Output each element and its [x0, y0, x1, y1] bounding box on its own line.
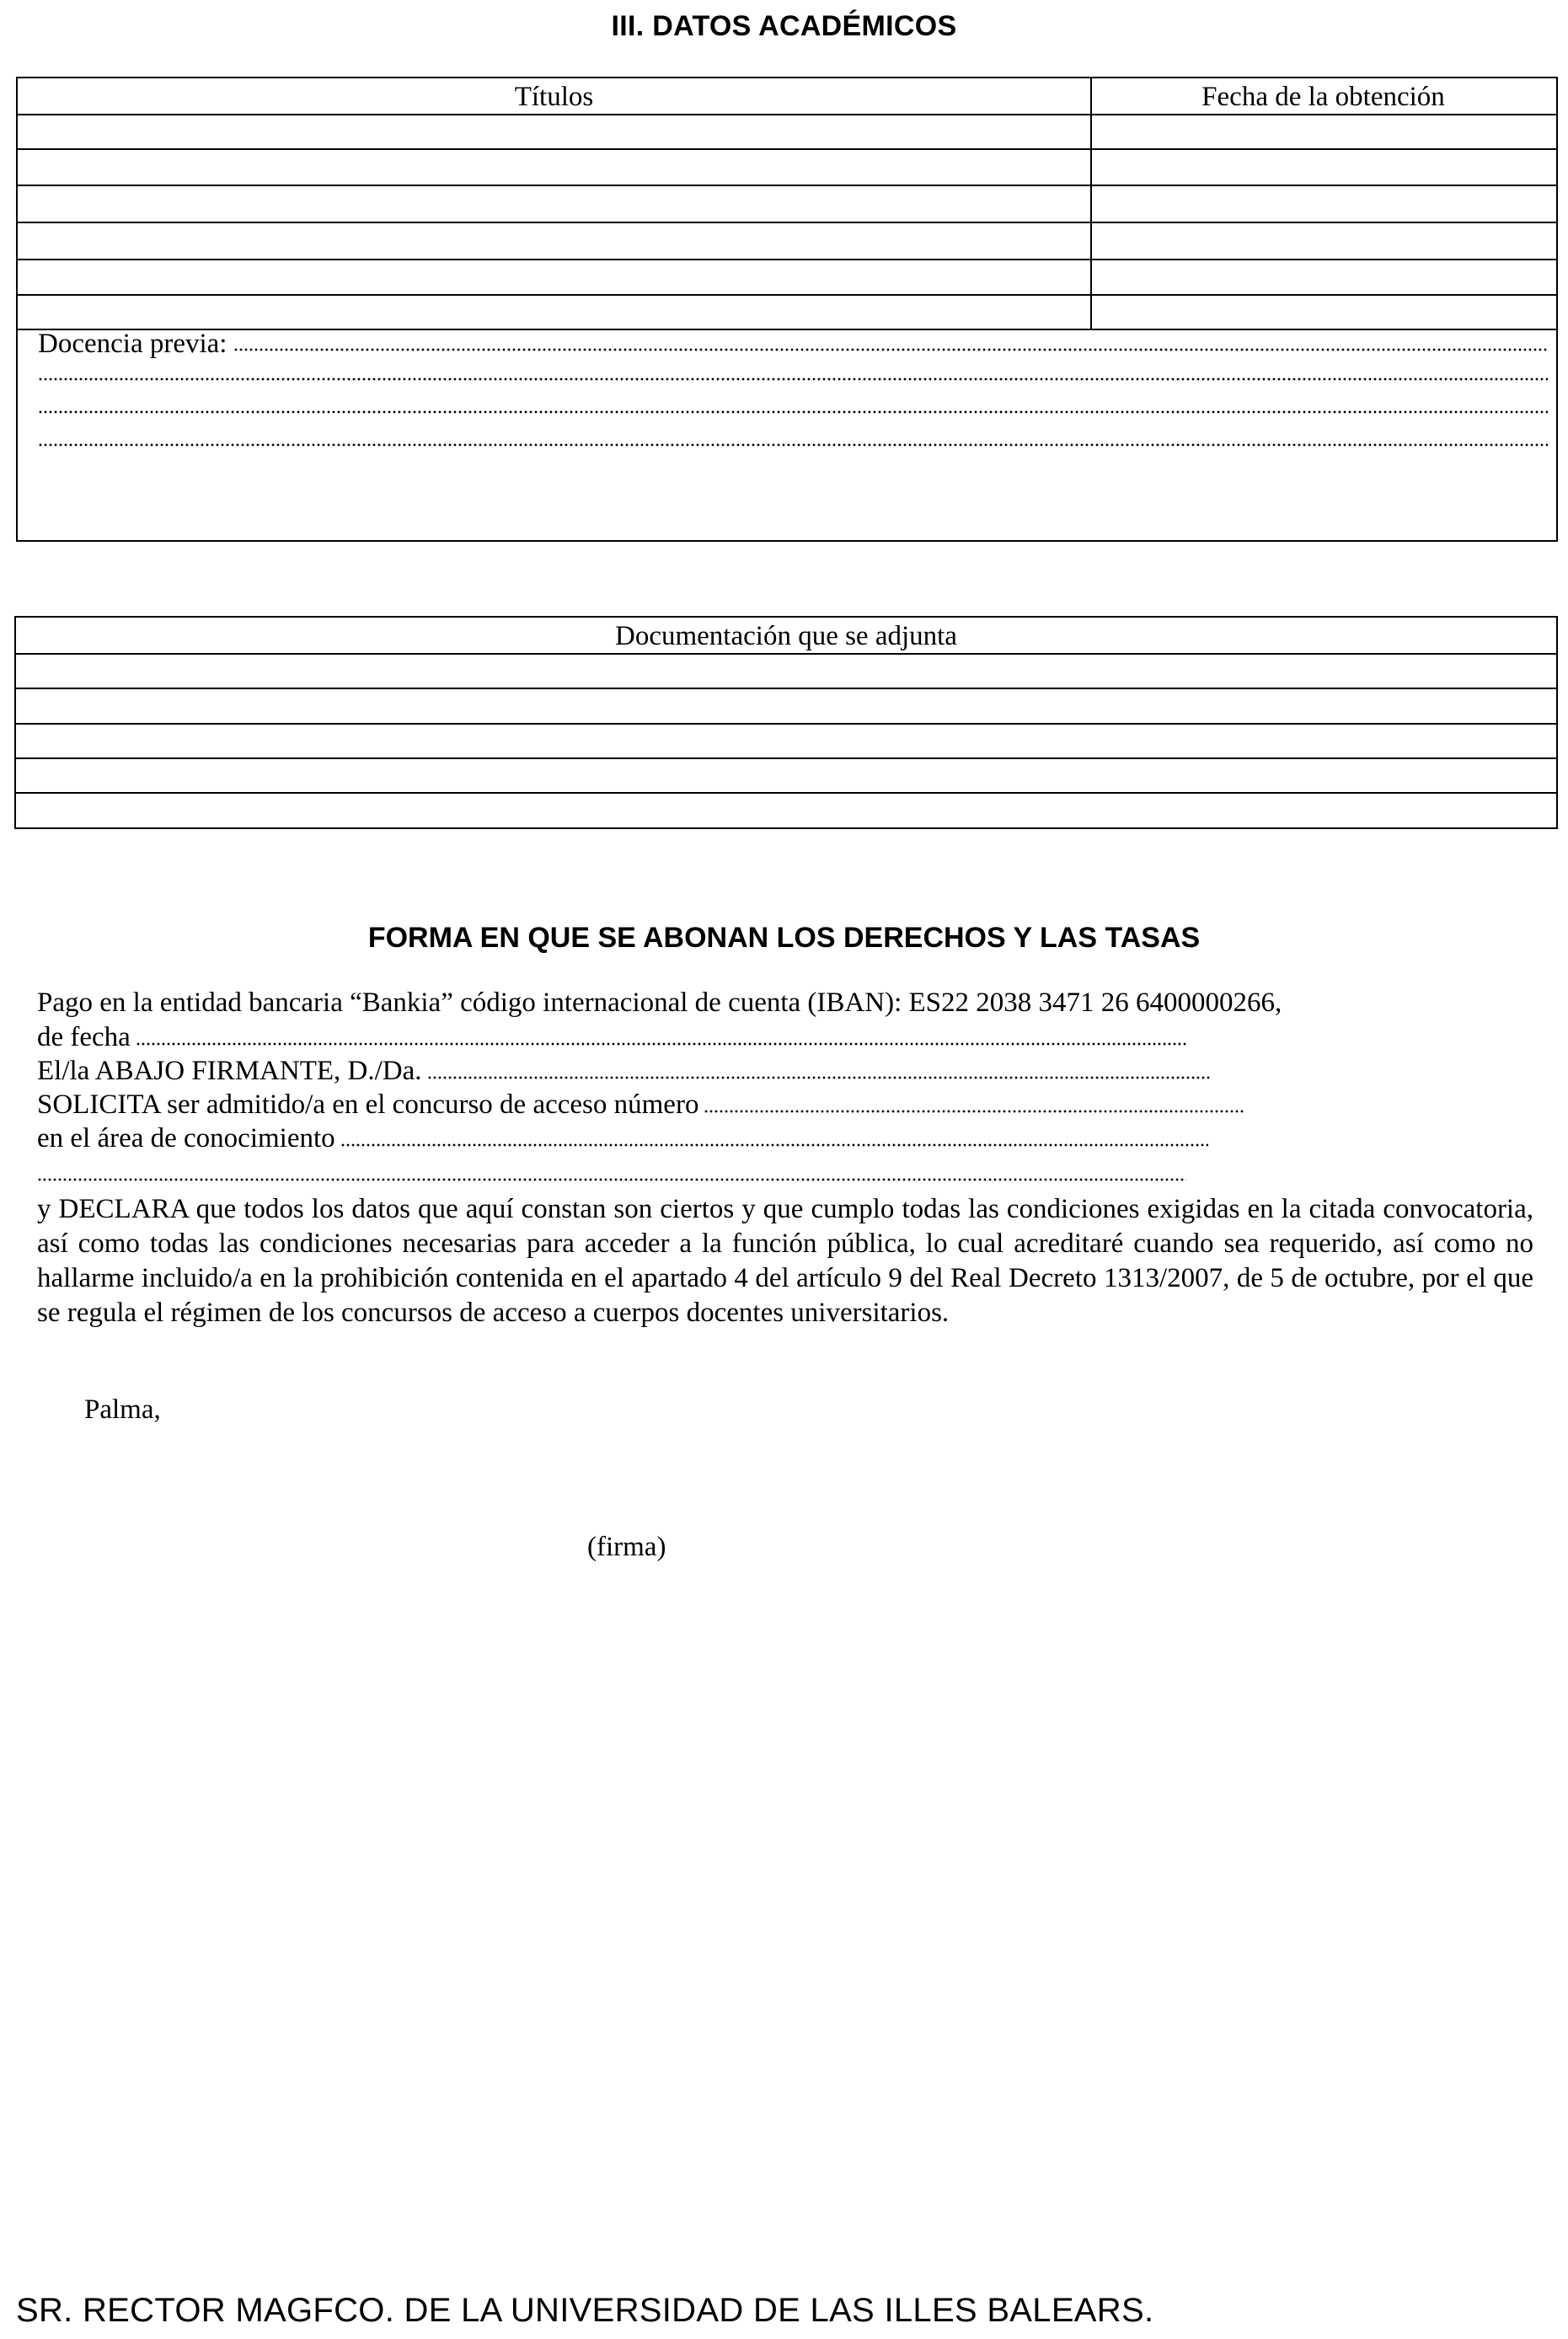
signer-field[interactable] [37, 1054, 1210, 1088]
documents-table [14, 616, 1558, 829]
signer-label: El/la ABAJO FIRMANTE, D./Da. [37, 1056, 422, 1086]
table-row-divider [16, 723, 1556, 725]
docencia-continuation-line[interactable] [38, 424, 1548, 454]
docencia-previa-label: Docencia previa: [38, 329, 227, 359]
table-row-divider [16, 792, 1556, 794]
section-title: III. DATOS ACADÉMICOS [611, 10, 957, 42]
dotted-fill [233, 347, 1548, 352]
dotted-fill [704, 1109, 1245, 1114]
column-header-titles: Títulos [514, 82, 594, 112]
dotted-fill [136, 1041, 1188, 1046]
table-row-divider [16, 653, 1556, 655]
column-header-documents: Documentación que se adjunta [615, 621, 957, 651]
table-row-divider [16, 688, 1556, 689]
request-label: SOLICITA ser admitido/a en el concurso de acceso número [37, 1089, 699, 1120]
signature-label: (firma) [587, 1532, 666, 1562]
table-row-divider [18, 114, 1556, 115]
table-row-divider [18, 222, 1556, 223]
place-label: Palma, [84, 1394, 161, 1425]
table-row-divider [16, 757, 1556, 759]
dotted-fill [38, 442, 1548, 447]
addressee: SR. RECTOR MAGFCO. DE LA UNIVERSIDAD DE LAS ILLES BALEARS. [16, 2292, 1154, 2329]
dotted-fill [38, 409, 1548, 415]
date-field[interactable] [37, 1020, 1188, 1054]
declaration-paragraph: y DECLARA que todos los datos que aquí constan son ciertos y que cumplo todas las condiciones exigidas en la citada convocatoria, así como todas las condiciones necesarias para acceder a la función pública, lo cual acreditaré cuando sea requerido, así como no hallarme incluido/a en la prohibición contenida en el apartado 4 del artículo 9 del Real Decreto 1313/2007, de 5 de octubre, por el que se regula el régimen de los concursos de acceso a cuerpos docentes universitarios. [37, 1194, 1533, 1328]
column-header-date: Fecha de la obtención [1201, 82, 1445, 112]
bank-line-text: Pago en la entidad bancaria “Bankia” código internacional de cuenta (IBAN): ES22 2038 3471 26 6400000266, [37, 988, 1282, 1018]
table-row-divider [18, 185, 1556, 186]
area-label: en el área de conocimiento [37, 1123, 335, 1153]
dotted-fill [427, 1075, 1211, 1080]
knowledge-area-continuation[interactable] [37, 1156, 1186, 1190]
date-label: de fecha [37, 1022, 131, 1052]
docencia-continuation-line[interactable] [38, 391, 1548, 421]
knowledge-area-field[interactable] [37, 1121, 1208, 1155]
docencia-previa-line[interactable] [38, 329, 1548, 359]
table-row-divider [18, 259, 1556, 260]
dotted-fill [37, 1177, 1186, 1182]
contest-number-field[interactable] [37, 1088, 1245, 1121]
table-row-divider [18, 294, 1556, 296]
docencia-continuation-line[interactable] [38, 358, 1548, 388]
dotted-fill [38, 377, 1548, 382]
bank-line [37, 986, 1282, 1020]
table-column-divider [1090, 78, 1092, 330]
dotted-fill [340, 1143, 1208, 1148]
table-row-divider [18, 148, 1556, 150]
academic-data-table [16, 77, 1558, 542]
payment-section-title: FORMA EN QUE SE ABONAN LOS DERECHOS Y LAS TASAS [367, 922, 1201, 954]
